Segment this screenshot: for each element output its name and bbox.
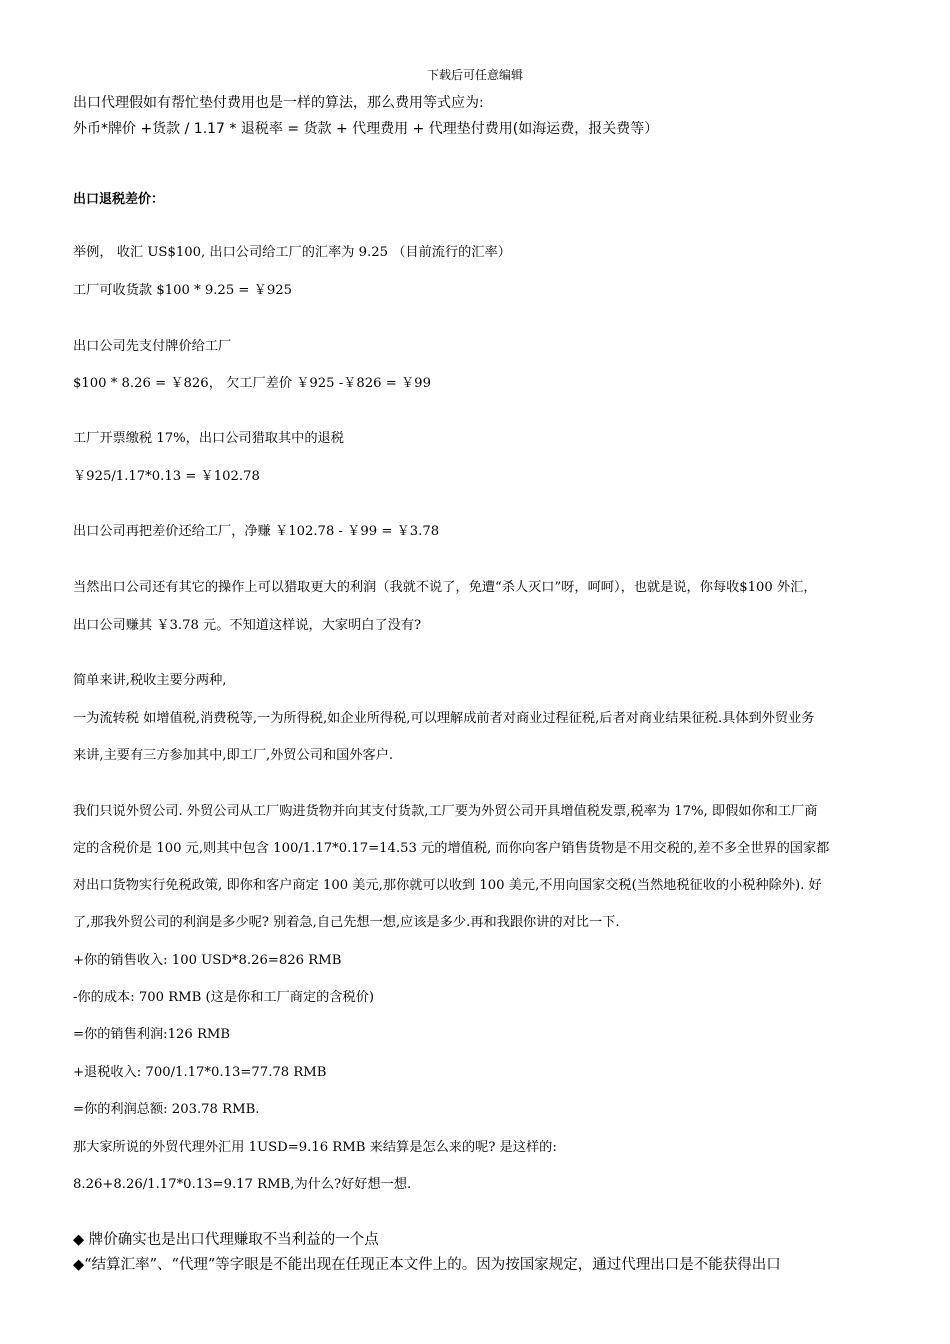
section-title: 出口退税差价：	[73, 192, 165, 207]
remark-line-1: 当然出口公司还有其它的操作上可以猎取更大的利润（我就不说了，免遭“杀人灭口”呀，呵呵），也就是说，你每收$100 外汇，	[73, 580, 817, 595]
example-line-3: 出口公司先支付牌价给工厂	[73, 339, 232, 354]
bullet-item-1: ◆ 牌价确实也是出口代理赚取不当利益的一个点	[73, 1232, 379, 1248]
trade-explain-line-1: 我们只说外贸公司. 外贸公司从工厂购进货物并向其支付货款,工厂要为外贸公司开具增值税发票,税率为 17%, 即假如你和工厂商	[73, 804, 818, 819]
calc-line-5: =你的利润总额: 203.78 RMB.	[73, 1102, 260, 1117]
trade-explain-line-3: 对出口货物实行免税政策, 即你和客户商定 100 美元,那你就可以收到 100 美元,不用向国家交税(当然地税征收的小税种除外). 好	[73, 878, 822, 893]
intro-line-1: 出口代理假如有帮忙垫付费用也是一样的算法，那么费用等式应为:	[73, 95, 484, 111]
example-line-6: ￥925/1.17*0.13 = ￥102.78	[73, 469, 260, 484]
example-line-2: 工厂可收货款 $100 * 9.25 = ￥925	[73, 283, 293, 298]
trade-explain-line-2: 定的含税价是 100 元,则其中包含 100/1.17*0.17=14.53 元的增值税, 而你向客户销售货物是不用交税的,差不多全世界的国家都	[73, 841, 830, 856]
calc-line-1: +你的销售收入: 100 USD*8.26=826 RMB	[73, 953, 342, 968]
bullet-item-2: ◆“结算汇率”、“代理”等字眼是不能出现在任现正本文件上的。因为按国家规定，通过代理出口是不能获得出口	[73, 1257, 781, 1273]
calc-line-6: 那大家所说的外贸代理外汇用 1USD=9.16 RMB 来结算是怎么来的呢? 是这样的:	[73, 1140, 557, 1155]
calc-line-7: 8.26+8.26/1.17*0.13=9.17 RMB,为什么?好好想一想.	[73, 1177, 412, 1192]
calc-line-4: +退税收入: 700/1.17*0.13=77.78 RMB	[73, 1065, 327, 1080]
example-line-5: 工厂开票缴税 17%，出口公司猎取其中的退税	[73, 431, 344, 446]
example-line-7: 出口公司再把差价还给工厂，净赚 ￥102.78 - ￥99 = ￥3.78	[73, 524, 440, 539]
tax-intro-line-3: 来讲,主要有三方参加其中,即工厂,外贸公司和国外客户.	[73, 748, 394, 763]
intro-line-2: 外币*牌价 +货款 / 1.17 * 退税率 = 货款 + 代理费用 + 代理垫付费用(如海运费，报关费等）	[73, 121, 659, 137]
example-line-4: $100 * 8.26 = ￥826， 欠工厂差价 ￥925 -￥826 = ￥99	[73, 376, 431, 391]
tax-intro-line-2: 一为流转税 如增值税,消费税等,一为所得税,如企业所得税,可以理解成前者对商业过程征税,后者对商业结果征税.具体到外贸业务	[73, 711, 815, 726]
remark-line-2: 出口公司赚其 ￥3.78 元。不知道这样说，大家明白了没有?	[73, 618, 422, 633]
trade-explain-line-4: 了,那我外贸公司的利润是多少呢? 别着急,自己先想一想,应该是多少.再和我跟你讲的对比一下.	[73, 915, 620, 930]
page-header: 下载后可任意编辑	[426, 68, 523, 82]
calc-line-3: =你的销售利润:126 RMB	[73, 1027, 231, 1042]
tax-intro-line-1: 简单来讲,税收主要分两种,	[73, 673, 227, 688]
example-line-1: 举例， 收汇 US$100, 出口公司给工厂的汇率为 9.25 （目前流行的汇率）	[73, 245, 511, 260]
calc-line-2: -你的成本: 700 RMB (这是你和工厂商定的含税价)	[73, 990, 375, 1005]
